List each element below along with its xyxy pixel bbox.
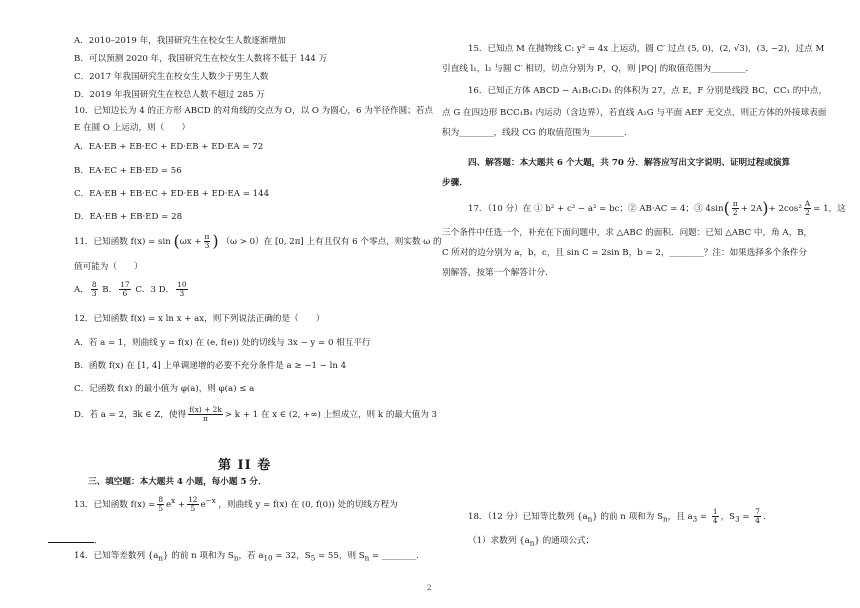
section-title: 第 II 卷 xyxy=(218,458,272,473)
q11-frac-den: 3 xyxy=(204,240,210,250)
q17-text-c: + 2cos² xyxy=(768,203,802,214)
q11-option-a-frac xyxy=(91,281,98,298)
q11-fraction-pi-3 xyxy=(204,233,211,250)
q11-option-d-frac xyxy=(176,281,187,298)
q9-option-d: D．2019 年我国研究生在校总人数不超过 285 万 xyxy=(74,90,265,100)
q14-stem xyxy=(74,551,425,564)
q11-d-den: 3 xyxy=(179,288,185,298)
q14-text-d: = 32，S xyxy=(272,551,311,561)
q13-e1: e xyxy=(166,499,172,510)
q12-stem: 12．已知函数 f(x) = x ln x + ax，则下列说法正确的是（ ） xyxy=(74,314,325,324)
q9-option-a: A．2010–2019 年，我国研究生在校女生人数逐渐增加 xyxy=(74,36,286,46)
q12-d-fraction xyxy=(188,406,223,423)
q18-text-c: ，且 a xyxy=(667,511,693,522)
q14-sub-5: 5 xyxy=(310,553,316,563)
q13-text-a: 13．已知函数 f(x) = xyxy=(74,499,156,510)
q17-text-d: = 1，这 xyxy=(813,203,846,214)
q10-option-a: A．EA·EB + EB·EC + ED·EB + ED·EA = 72 xyxy=(74,142,264,152)
q14-text-b: } 的前 n 项和为 S xyxy=(163,551,234,561)
q18-part1 xyxy=(468,536,594,549)
q14-sub-n1: n xyxy=(158,553,164,563)
q18-sub-3a: 3 xyxy=(692,514,698,524)
q17-frac-a-2 xyxy=(804,200,811,217)
q10-option-c: C．EA·EB + EB·EC + ED·EB + ED·EA = 144 xyxy=(74,189,270,199)
q18-f2-den: 4 xyxy=(755,515,760,525)
q15-stem-line2: 引直线 l₁，l₂ 与圆 C′ 相切，切点分别为 P，Q，则 |PQ| 的取值范围为________． xyxy=(442,64,755,74)
q13-frac1 xyxy=(157,496,164,513)
q18-f2-num: 7 xyxy=(755,507,760,516)
q18-part1-text-b: } 的通项公式； xyxy=(534,536,595,546)
q17-stem-line3: C 所对的边分别为 a，b，c，且 sin C = 2sin B，b = 2，________？注：如果选择多个条件分 xyxy=(442,248,807,258)
q13-f1-den: 5 xyxy=(158,503,164,513)
q14-text-e: = 55，则 S xyxy=(315,551,365,561)
q11-a-den: 3 xyxy=(91,288,97,298)
q10-option-b: B．EA·EC + EB·ED = 56 xyxy=(74,166,182,176)
q12-d-text-b: > k + 1 在 x ∈ (2, +∞) 上恒成立，则 k 的最大值为 3 xyxy=(224,409,437,420)
q17-paren-close: ) xyxy=(762,198,769,218)
q18-text-f: = xyxy=(739,511,753,522)
q10-option-d: D．EA·EB + EB·ED = 28 xyxy=(74,212,183,222)
q13-e2: e xyxy=(200,499,206,510)
q11-text-e: 上有且仅有 6 个零点，则实数 ω 的 xyxy=(306,236,442,247)
q18-sub-n2: n xyxy=(662,514,668,524)
q12-d-text-a: D．若 a = 2，∃k ∈ Z，使得 xyxy=(74,409,187,420)
q11-text-a: 11．已知函数 f(x) = sin xyxy=(74,236,171,247)
q11-options xyxy=(74,281,190,298)
q11-b-num: 17 xyxy=(120,280,130,289)
q11-option-d-label: D． xyxy=(158,284,175,295)
q10-stem-line2: E 在圆 O 上运动，则（ ） xyxy=(74,123,191,133)
q13-text-e: ，则曲线 y = f(x) 在 (0, f(0)) 处的切线方程为 xyxy=(218,499,398,510)
q17-text-b: + 2A xyxy=(740,203,763,214)
q14-text-c: ，若 a xyxy=(238,551,264,561)
q11-frac-num: π xyxy=(204,232,210,241)
q11-text-b: ωx + xyxy=(179,236,202,247)
q18-text-e: ，S xyxy=(720,511,736,522)
q13-period: ． xyxy=(94,536,103,546)
part4-heading-line2: 步骤． xyxy=(442,178,468,188)
q17-two-b: 2 xyxy=(805,207,810,217)
page-number: 2 xyxy=(427,584,432,592)
q13-answer-line xyxy=(48,534,103,547)
q14-sub-10: 10 xyxy=(263,553,273,563)
q13-e1-sup: x xyxy=(171,495,176,505)
q10-stem-line1: 10．已知边长为 4 的正方形 ABCD 的对角线的交点为 O，以 O 为圆心，6 为半径作圆；若点 xyxy=(74,106,433,116)
q11-paren-open: ( xyxy=(173,231,180,251)
part4-heading-line1: 四、解答题：本大题共 6 个大题，共 70 分．解答应写出文字说明、证明过程或演算 xyxy=(468,158,791,168)
q12-option-b: B．函数 f(x) 在 [1, 4] 上单调递增的必要不充分条件是 a ≥ −1 − ln 4 xyxy=(74,361,347,371)
q14-sub-n2: n xyxy=(233,553,239,563)
q9-option-c: C．2017 年我国研究生在校女生人数少于男生人数 xyxy=(74,72,269,82)
q11-text-c: （ω > 0）在 xyxy=(221,236,273,247)
q14-sub-n3: n xyxy=(364,553,370,563)
q12-d-den: π xyxy=(203,413,208,423)
q11-option-b-label: B． xyxy=(102,284,118,295)
q17-text-a: 17．（10 分）在 ① b² + c² − a² = bc；② AB·AC = 4；③ 4sin xyxy=(468,203,724,214)
q12-option-d xyxy=(74,406,437,423)
q13-plus: + xyxy=(177,499,186,510)
q11-a-num: 8 xyxy=(91,280,97,289)
q13-f2-den: 5 xyxy=(190,503,196,513)
q11-option-b-frac xyxy=(119,281,130,298)
q17-pi: π xyxy=(732,199,738,208)
q11-paren-close: ) xyxy=(212,231,219,251)
q18-text-b: } 的前 n 项和为 S xyxy=(592,511,663,522)
q11-option-c: C．3 xyxy=(135,284,156,295)
q11-d-num: 10 xyxy=(177,280,187,289)
q18-stem xyxy=(468,508,772,525)
q9-option-b: B．可以预测 2020 年，我国研究生在校女生人数将不低于 144 万 xyxy=(74,54,328,64)
q18-f1-den: 4 xyxy=(712,515,718,525)
q18-text-d: = xyxy=(697,511,710,522)
q18-f1-num: 1 xyxy=(712,507,718,516)
q14-text-a: 14．已知等差数列 {a xyxy=(74,551,159,561)
q13-f1-num: 8 xyxy=(158,495,164,504)
q17-frac-pi-2 xyxy=(732,200,739,217)
q17-stem-line2: 三个条件中任选一个，补充在下面问题中，求 △ABC 的面积．问题：已知 △ABC 中，角 A，B， xyxy=(442,228,813,238)
q18-part1-sub-n: n xyxy=(529,538,535,548)
q17-stem-line1 xyxy=(468,200,846,217)
q18-part1-text-a: （1）求数列 {a xyxy=(468,536,530,546)
q11-b-den: 6 xyxy=(122,288,128,298)
q16-stem-line3: 积为________，线段 CG 的取值范围为________． xyxy=(442,128,633,138)
q16-stem-line1: 16．已知正方体 ABCD − A₁B₁C₁D₁ 的体积为 27，点 E，F 分别是线段 BC，CC₁ 的中点， xyxy=(468,86,828,96)
q13-e2-sup: −x xyxy=(205,495,216,505)
q17-paren-open: ( xyxy=(723,198,730,218)
q18-sub-3b: 3 xyxy=(735,514,740,524)
q18-sub-n1: n xyxy=(587,514,593,524)
q18-frac2 xyxy=(754,508,761,525)
q12-option-a: A．若 a = 1，则曲线 y = f(x) 在 (e, f(e)) 处的切线与 3x − y = 0 相互平行 xyxy=(74,338,371,348)
q13-stem xyxy=(74,496,398,513)
q17-A: A xyxy=(804,199,811,208)
q17-two: 2 xyxy=(732,207,738,217)
q13-frac2 xyxy=(187,496,198,513)
part3-heading: 三、填空题：本大题共 4 小题，每小题 5 分． xyxy=(88,477,267,487)
q18-frac1 xyxy=(712,508,719,525)
q13-f2-num: 12 xyxy=(188,495,198,504)
q15-stem-line1: 15．已知点 M 在抛物线 C: y² = 4x 上运动，圆 C′ 过点 (5, 0)，(2, √3)，(3, −2)，过点 M xyxy=(468,44,825,54)
q11-stem-line2: 值可能为（ ） xyxy=(74,262,143,272)
q14-text-f: = ________． xyxy=(369,551,425,561)
q13-blank xyxy=(48,534,94,543)
q11-text-d: [0, 2π] xyxy=(275,236,304,247)
q18-text-g: ． xyxy=(763,511,772,522)
q11-option-a-label: A． xyxy=(74,284,89,295)
q12-d-num: f(x) + 2k xyxy=(189,405,222,414)
q16-stem-line2: 点 G 在四边形 BCC₁B₁ 内运动（含边界），若直线 A₁G 与平面 AEF 无交点，则正方体的外接球表面 xyxy=(442,108,827,118)
q12-option-c: C．记函数 f(x) 的最小值为 φ(a)，则 φ(a) ≤ a xyxy=(74,384,255,394)
q11-stem-line1 xyxy=(74,233,442,250)
q17-stem-line4: 别解答，按第一个解答计分． xyxy=(442,268,554,278)
q18-text-a: 18．（12 分）已知等比数列 {a xyxy=(468,511,588,522)
